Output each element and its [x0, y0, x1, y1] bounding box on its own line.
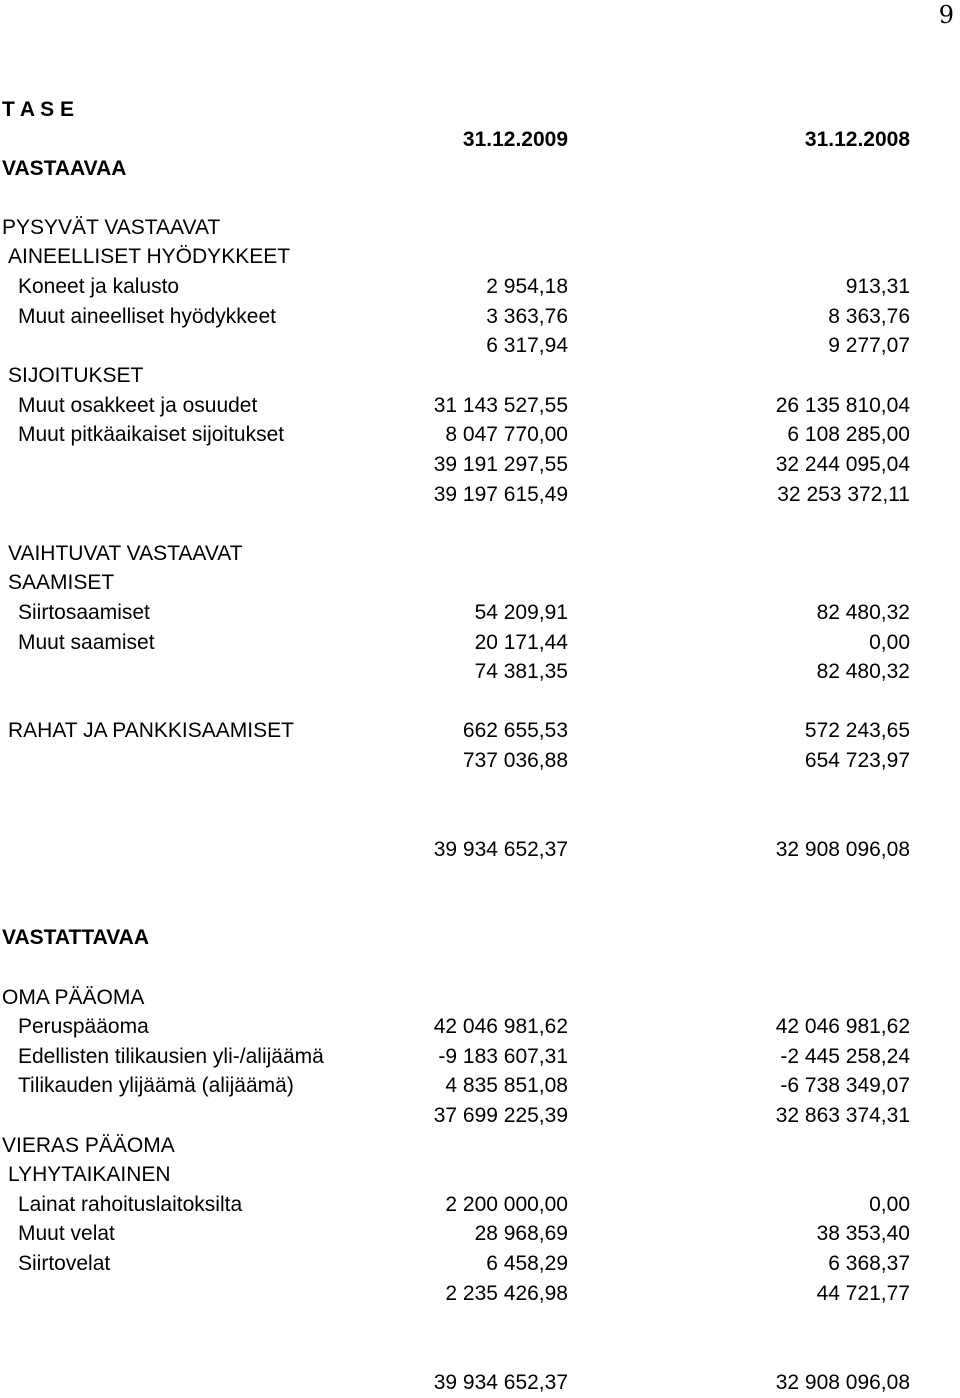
- value-2009: 74 381,35: [474, 660, 568, 683]
- value-2008: -6 738 349,07: [780, 1074, 910, 1097]
- column-header-row: [0, 125, 960, 155]
- liabilities-heading-row: [0, 923, 960, 953]
- value-2009: 2 200 000,00: [445, 1193, 568, 1216]
- value-2009: 42 046 981,62: [433, 1015, 568, 1038]
- value-2009: 39 197 615,49: [433, 483, 568, 506]
- current-assets-heading-row: [0, 539, 960, 569]
- short-term-heading: LYHYTAIKAINEN: [8, 1163, 171, 1186]
- value-2009: 39 934 652,37: [433, 838, 568, 861]
- table-row: [0, 272, 960, 302]
- table-row: [0, 1042, 960, 1072]
- row-label: Peruspääoma: [18, 1015, 149, 1038]
- receivables-heading: SAAMISET: [8, 571, 115, 594]
- value-2008: 44 721,77: [816, 1282, 910, 1305]
- investments-heading: SIJOITUKSET: [8, 364, 144, 387]
- value-2008: 82 480,32: [816, 660, 910, 683]
- table-row: [0, 628, 960, 658]
- subtotal-row: [0, 657, 960, 687]
- fixed-assets-heading-row: [0, 213, 960, 243]
- value-2008: 26 135 810,04: [775, 394, 910, 417]
- short-term-heading-row: [0, 1160, 960, 1190]
- value-2008: 6 368,37: [828, 1252, 910, 1275]
- subtotal-row: [0, 1279, 960, 1309]
- tangible-heading-row: [0, 242, 960, 272]
- value-2008: 0,00: [869, 1193, 910, 1216]
- value-2008: 9 277,07: [828, 334, 910, 357]
- value-2008: 32 244 095,04: [775, 453, 910, 476]
- value-2008: 0,00: [869, 631, 910, 654]
- assets-total-row: [0, 835, 960, 865]
- page-number: 9: [938, 1, 954, 29]
- value-2009: -9 183 607,31: [438, 1045, 568, 1068]
- value-2009: 2 235 426,98: [445, 1282, 568, 1305]
- row-label: Muut saamiset: [18, 631, 155, 654]
- assets-heading: VASTAAVAA: [2, 157, 127, 180]
- investments-heading-row: [0, 361, 960, 391]
- table-row: [0, 420, 960, 450]
- column-header-2009: 31.12.2009: [462, 128, 568, 151]
- subtotal-row: [0, 746, 960, 776]
- row-label: Edellisten tilikausien yli-/alijäämä: [18, 1045, 324, 1068]
- value-2008: 42 046 981,62: [775, 1015, 910, 1038]
- value-2008: 8 363,76: [828, 305, 910, 328]
- value-2008: -2 445 258,24: [780, 1045, 910, 1068]
- subtotal-row: [0, 450, 960, 480]
- value-2009: 2 954,18: [486, 275, 568, 298]
- value-2009: 4 835 851,08: [445, 1074, 568, 1097]
- row-label: Muut osakkeet ja osuudet: [18, 394, 258, 417]
- value-2009: 737 036,88: [462, 749, 568, 772]
- table-row: [0, 391, 960, 421]
- value-2009: 54 209,91: [474, 601, 568, 624]
- table-row: [0, 1249, 960, 1279]
- liabilities-heading: VASTATTAVAA: [2, 926, 149, 949]
- row-label: RAHAT JA PANKKISAAMISET: [8, 719, 294, 742]
- value-2008: 32 253 372,11: [777, 483, 910, 506]
- value-2009: 6 317,94: [486, 334, 568, 357]
- debt-heading: VIERAS PÄÄOMA: [2, 1134, 175, 1157]
- liabilities-total-row: [0, 1368, 960, 1398]
- table-row: [0, 716, 960, 746]
- row-label: Lainat rahoituslaitoksilta: [18, 1193, 243, 1216]
- value-2008: 654 723,97: [804, 749, 910, 772]
- table-row: [0, 1190, 960, 1220]
- value-2009: 20 171,44: [474, 631, 568, 654]
- row-label: Muut aineelliset hyödykkeet: [18, 305, 276, 328]
- table-row: [0, 1219, 960, 1249]
- tangible-heading: AINEELLISET HYÖDYKKEET: [8, 245, 291, 268]
- row-label: Siirtovelat: [18, 1252, 111, 1275]
- assets-heading-row: [0, 154, 960, 184]
- table-row: [0, 598, 960, 628]
- value-2008: 32 908 096,08: [775, 1371, 910, 1394]
- row-label: Tilikauden ylijäämä (alijäämä): [18, 1074, 294, 1097]
- table-row: [0, 302, 960, 332]
- value-2008: 32 863 374,31: [775, 1104, 910, 1127]
- column-header-2008: 31.12.2008: [804, 128, 910, 151]
- table-row: [0, 1071, 960, 1101]
- title-row: [0, 95, 960, 125]
- subtotal-row: [0, 1101, 960, 1131]
- value-2009: 6 458,29: [486, 1252, 568, 1275]
- debt-heading-row: [0, 1131, 960, 1161]
- value-2009: 37 699 225,39: [433, 1104, 568, 1127]
- subtotal-row: [0, 480, 960, 510]
- row-label: Koneet ja kalusto: [18, 275, 180, 298]
- value-2009: 31 143 527,55: [433, 394, 568, 417]
- row-label: Muut velat: [18, 1222, 115, 1245]
- value-2009: 3 363,76: [486, 305, 568, 328]
- value-2009: 39 191 297,55: [433, 453, 568, 476]
- current-assets-heading: VAIHTUVAT VASTAAVAT: [8, 542, 243, 565]
- value-2008: 38 353,40: [816, 1222, 910, 1245]
- value-2008: 32 908 096,08: [775, 838, 910, 861]
- value-2009: 8 047 770,00: [445, 423, 568, 446]
- page-title: T A S E: [2, 98, 74, 121]
- equity-heading: OMA PÄÄOMA: [2, 986, 145, 1009]
- row-label: Siirtosaamiset: [18, 601, 150, 624]
- value-2009: 662 655,53: [462, 719, 568, 742]
- value-2008: 6 108 285,00: [787, 423, 910, 446]
- value-2009: 39 934 652,37: [433, 1371, 568, 1394]
- row-label: Muut pitkäaikaiset sijoitukset: [18, 423, 285, 446]
- fixed-assets-heading: PYSYVÄT VASTAAVAT: [2, 216, 221, 239]
- receivables-heading-row: [0, 568, 960, 598]
- value-2009: 28 968,69: [474, 1222, 568, 1245]
- value-2008: 82 480,32: [816, 601, 910, 624]
- value-2008: 913,31: [845, 275, 910, 298]
- subtotal-row: [0, 331, 960, 361]
- table-row: [0, 1012, 960, 1042]
- value-2008: 572 243,65: [804, 719, 910, 742]
- equity-heading-row: [0, 983, 960, 1013]
